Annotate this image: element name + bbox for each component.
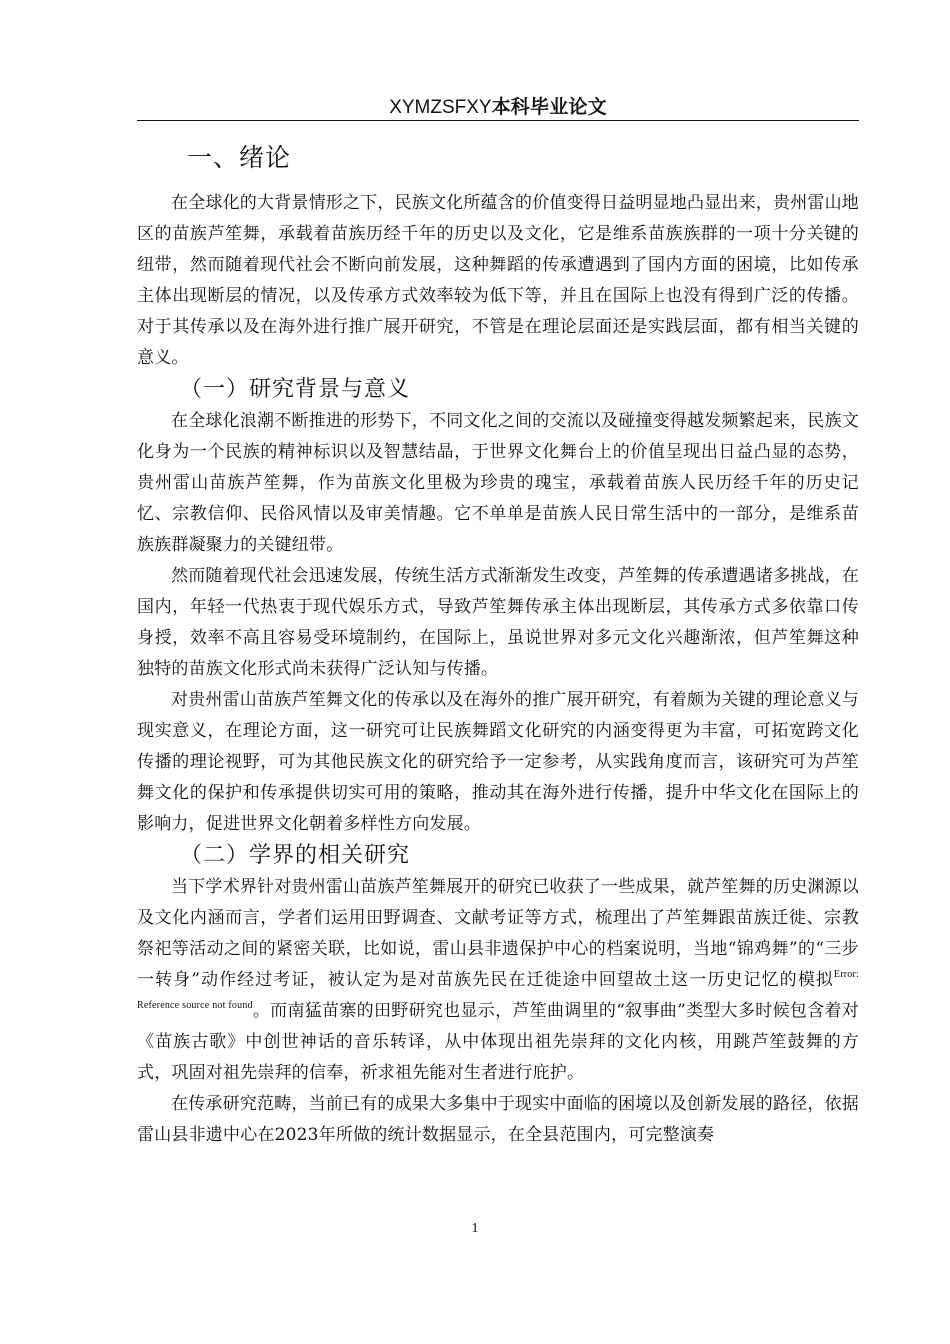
page-number: 1 <box>471 1221 479 1236</box>
background-paragraph-2: 然而随着现代社会迅速发展，传统生活方式渐渐发生改变，芦笙舞的传承遭遇诸多挑战，在国内，年轻一代热衷于现代娱乐方式，导致芦笙舞传承主体出现断层，其传承方式多依靠口传身授，效率不高且容易受环境制约，在国际上，虽说世界对多元文化兴趣渐浓，但芦笙舞这种独特的苗族文化形式尚未获得广泛认知与传播。 <box>137 566 859 679</box>
running-header <box>137 94 859 121</box>
research-paragraph-1-text-a: 当下学术界针对贵州雷山苗族芦笙舞展开的研究已收获了一些成果，就芦笙舞的历史渊源以及文化内涵而言，学者们运用田野调查、文献考证等方式，梳理出了芦笙舞跟苗族迁徙、宗教祭祀等活动之间的紧密关联，比如说，雷山县非遗保护中心的档案说明，当地“锦鸡舞”的“三步一转身”动作经过考证，被认定为是对苗族先民在迁徙途中回望故土这一历史记忆的模拟 <box>137 877 859 990</box>
main-content <box>137 140 859 1151</box>
research-paragraph-2: 在传承研究范畴，当前已有的成果大多集中于现实中面临的困境以及创新发展的路径，依据雷山县非遗中心在2023年所做的统计数据显示，在全县范围内，可完整演奏 <box>137 1094 859 1145</box>
reference-error-superscript: Error: Reference source not found <box>137 969 859 1011</box>
intro-paragraph: 在全球化的大背景情形之下，民族文化所蕴含的价值变得日益明显地凸显出来，贵州雷山地区的苗族芦笙舞，承载着苗族历经千年的历史以及文化，它是维系苗族族群的一项十分关键的纽带，然而随着现代社会不断向前发展，这种舞蹈的传承遭遇到了国内方面的困境，比如传承主体出现断层的情况，以及传承方式效率较为低下等，并且在国际上也没有得到广泛的传播。对于其传承以及在海外进行推广展开研究，不管是在理论层面还是实践层面，都有相当关键的意义。 <box>137 193 859 368</box>
research-paragraph-1 <box>137 872 859 1089</box>
header-latin-code: XYMZSFXY <box>389 97 492 118</box>
section-heading-background: （一）研究背景与意义 <box>180 377 411 402</box>
chapter-title: 一、绪论 <box>187 143 292 172</box>
background-paragraph-3: 对贵州雷山苗族芦笙舞文化的传承以及在海外的推广展开研究，有着颇为关键的理论意义与现实意义，在理论方面，这一研究可让民族舞蹈文化研究的内涵变得更为丰富，可拓宽跨文化传播的理论视野，可为其他民族文化的研究给予一定参考，从实践角度而言，该研究可为芦笙舞文化的保护和传承提供切实可用的策略，推动其在海外进行传播，提升中华文化在国际上的影响力，促进世界文化朝着多样性方向发展。 <box>137 690 859 834</box>
header-thesis-label: 本科毕业论文 <box>491 96 607 118</box>
section-heading-related-research: （二）学界的相关研究 <box>180 843 411 868</box>
research-paragraph-1-text-b: 。而南猛苗寨的田野研究也显示，芦笙曲调里的“叙事曲”类型大多时候包含着对《苗族古歌》中创世神话的音乐转译，从中体现出祖先崇拜的文化内核，用跳芦笙鼓舞的方式，巩固对祖先崇拜的信奉，祈求祖先能对生者进行庇护。 <box>137 1001 859 1083</box>
background-paragraph-1: 在全球化浪潮不断推进的形势下，不同文化之间的交流以及碰撞变得越发频繁起来，民族文化身为一个民族的精神标识以及智慧结晶，于世界文化舞台上的价值呈现出日益凸显的态势，贵州雷山苗族芦笙舞，作为苗族文化里极为珍贵的瑰宝，承载着苗族人民历经千年的历史记忆、宗教信仰、民俗风情以及审美情趣。它不单单是苗族人民日常生活中的一部分，是维系苗族族群凝聚力的关键纽带。 <box>137 411 859 555</box>
